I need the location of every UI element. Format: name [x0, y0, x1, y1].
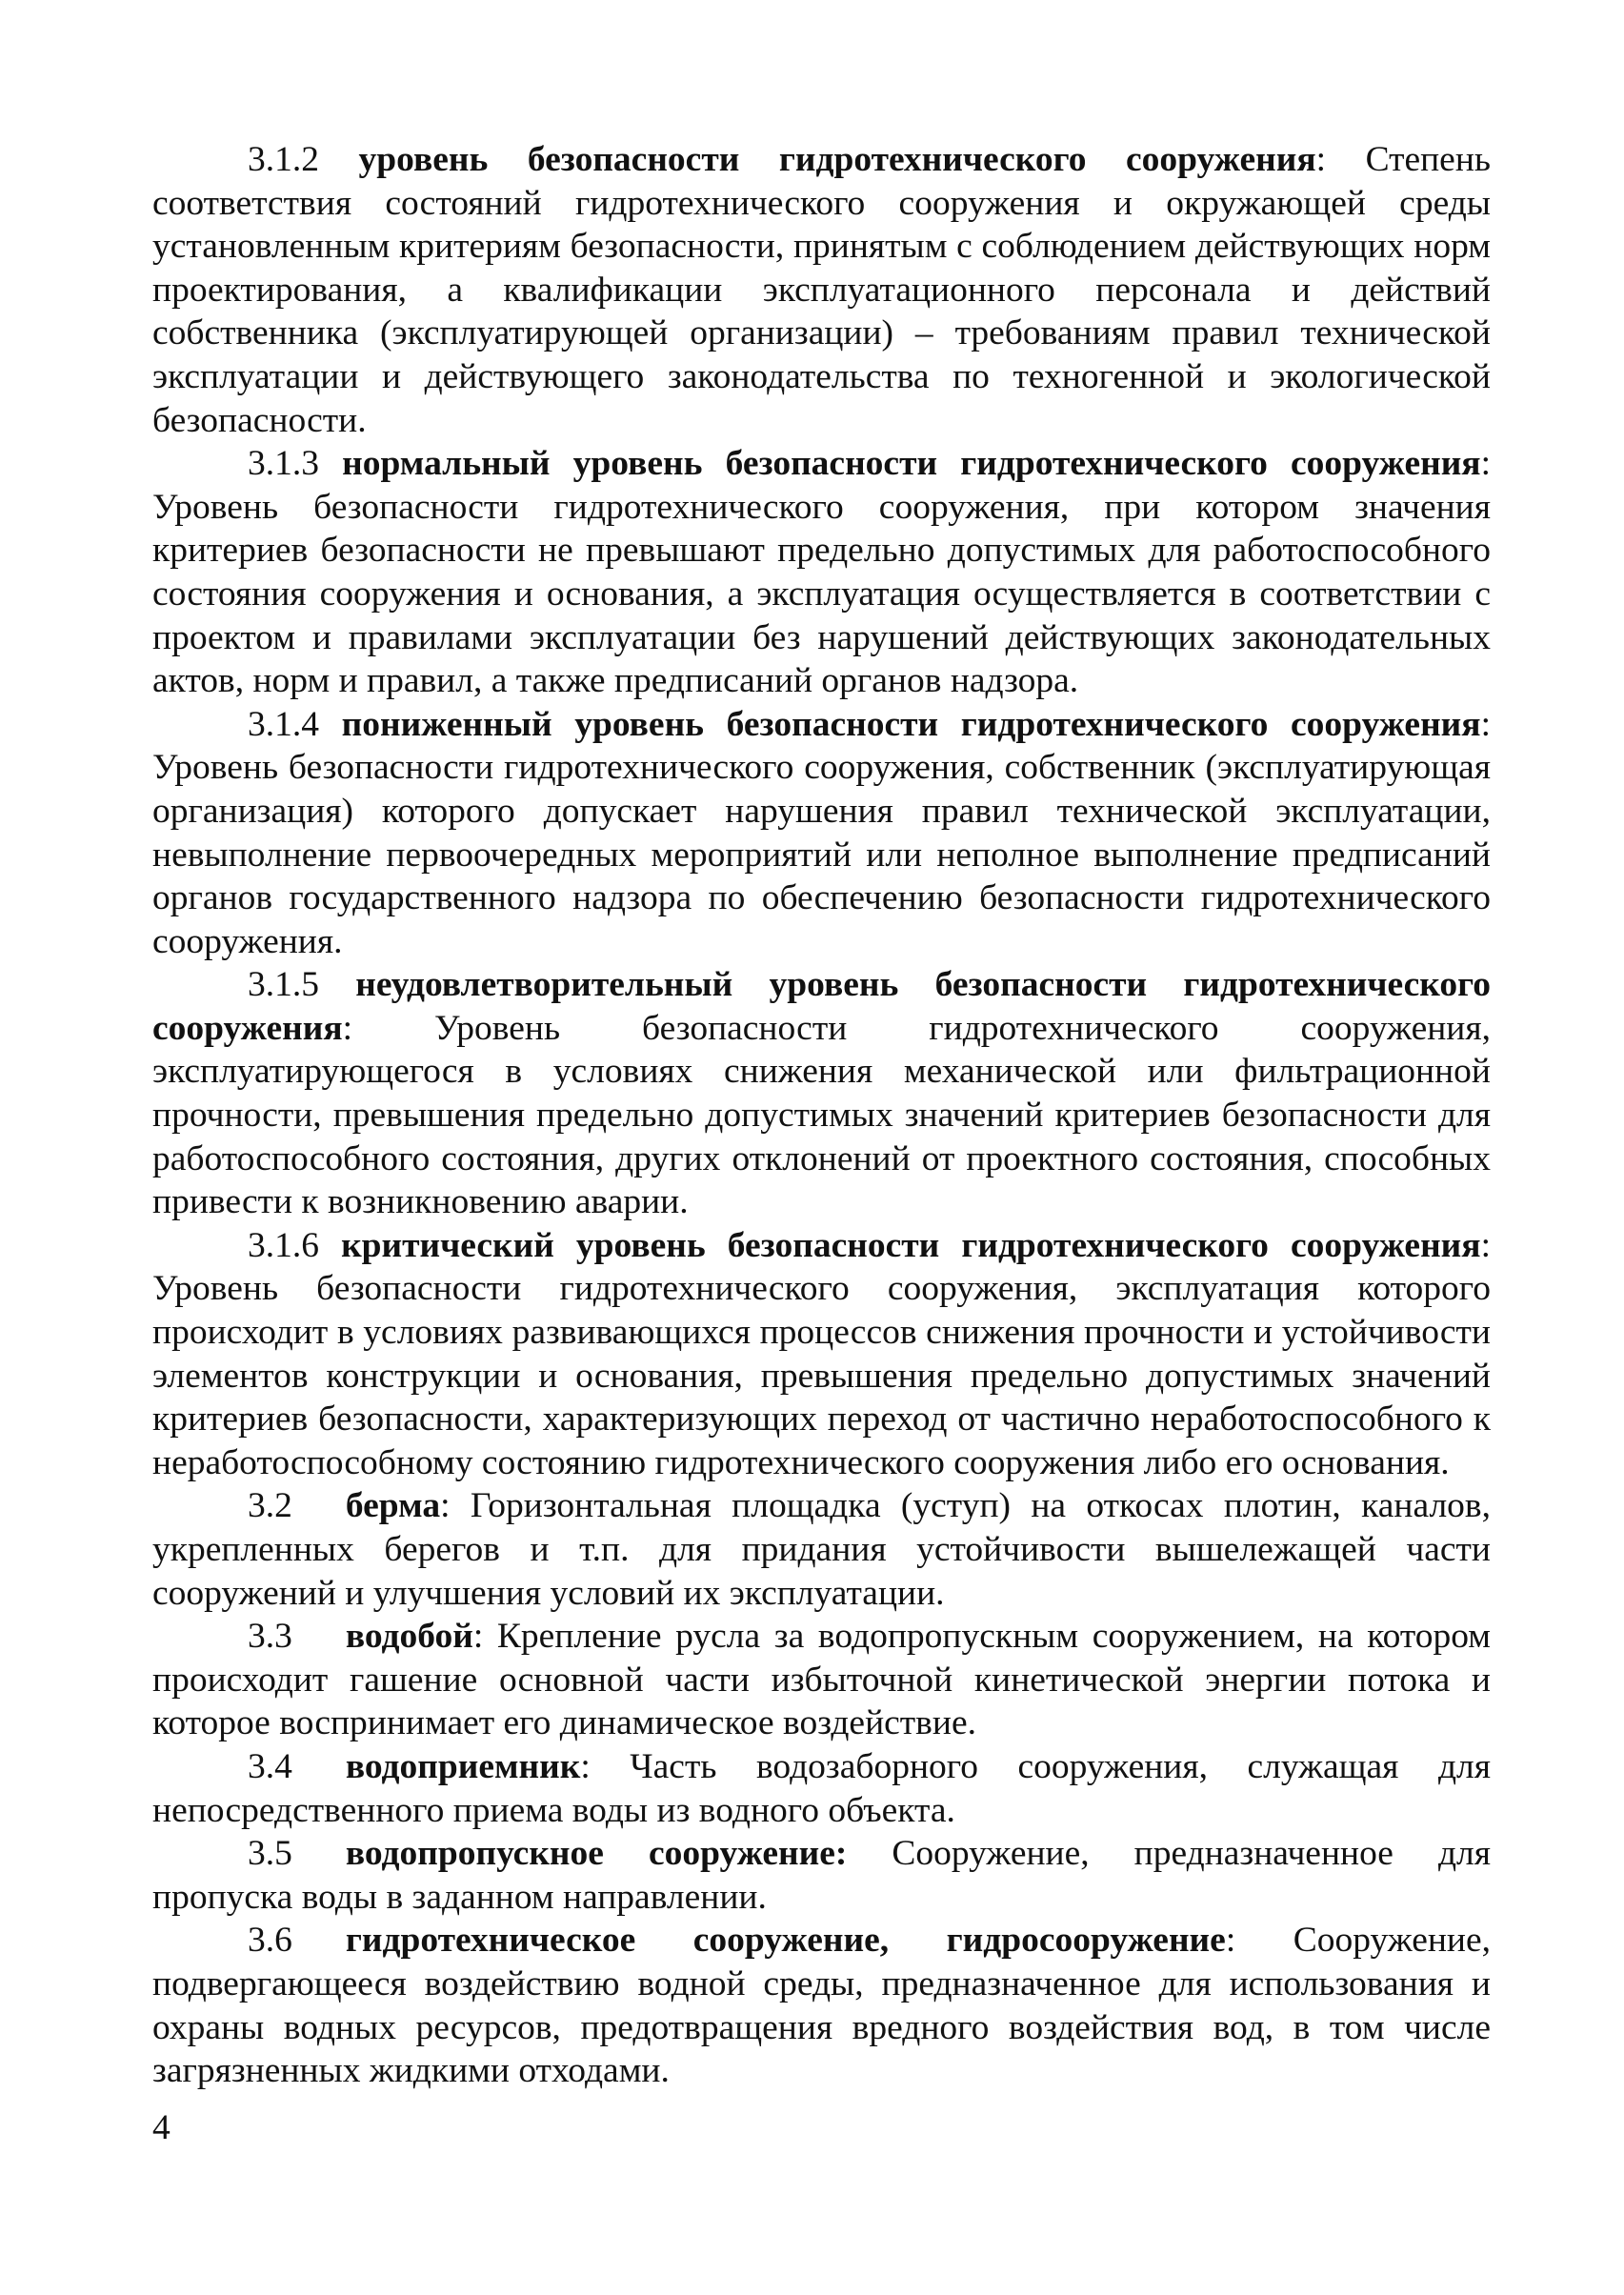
definition-paragraph: [152, 1745, 1491, 1832]
defined-term: пониженный уровень безопасности гидротехнического сооружения: [341, 704, 1481, 744]
defined-term: нормальный уровень безопасности гидротехнического сооружения: [342, 444, 1481, 484]
page-number: 4: [152, 2108, 170, 2147]
definition-text: Уровень безопасности гидротехнического сооружения, собственник (эксплуатирующая организация) которого допускает нарушения правил технической эксплуатации, невыполнение первоочередных мероприятий или неполное выполнение предписаний органов государственного надзора по обеспечению безопасности гидротехнического сооружения.: [152, 748, 1491, 961]
definition-paragraph: [152, 1832, 1491, 1919]
definition-text: Уровень безопасности гидротехнического сооружения, при котором значения критериев безопасности не превышают предельно допустимых для работоспособного состояния сооружения и основания, а эксплуатация осуществляется в соответствии с проектом и правилами эксплуатации без нарушений действующих законодательных актов, норм и правил, а также предписаний органов надзора.: [152, 487, 1491, 701]
clause-number: 3.1.6: [248, 1225, 319, 1265]
definition-text: Сооружение, подвергающееся воздействию водной среды, предназначенное для использования и охраны водных ресурсов, предотвращения вредного воздействия вод, в том числе загрязненных жидкими отходами.: [152, 1921, 1491, 2091]
clause-number: 3.6: [248, 1921, 292, 1961]
defined-term: уровень безопасности гидротехнического сооружения: [358, 140, 1316, 179]
clause-number: 3.5: [248, 1834, 292, 1874]
definition-text: Сооружение, предназначенное для пропуска воды в заданном направлении.: [152, 1834, 1491, 1917]
document-body: [152, 138, 1491, 2093]
definition-text: Крепление русла за водопропускным сооружением, на котором происходит гашение основной части избыточной кинетической энергии потока и которое воспринимает его динамическое воздействие.: [152, 1617, 1491, 1743]
term-separator: :: [440, 1486, 451, 1526]
clause-number: 3.2: [248, 1486, 292, 1526]
defined-term: гидротехническое сооружение, гидросооружение: [345, 1921, 1226, 1961]
clause-number: 3.4: [248, 1746, 292, 1786]
term-separator: :: [1225, 1921, 1236, 1961]
clause-number: 3.3: [248, 1617, 292, 1657]
term-separator: :: [472, 1617, 484, 1657]
clause-number: 3.1.5: [248, 965, 319, 1005]
definition-paragraph: [152, 442, 1491, 703]
defined-term: неудовлетворительный уровень безопасности гидротехнического сооружения: [152, 965, 1491, 1048]
definition-text: Уровень безопасности гидротехнического сооружения, эксплуатирующегося в условиях снижения механической или фильтрационной прочности, превышения предельно допустимых значений критериев безопасности для работоспособного состояния, других отклонений от проектного состояния, способных привести к возникновению аварии.: [152, 1008, 1491, 1222]
definition-paragraph: [152, 963, 1491, 1224]
clause-number: 3.1.2: [248, 140, 319, 179]
definition-paragraph: [152, 1224, 1491, 1485]
definition-text: Степень соответствия состояний гидротехнического сооружения и окружающей среды установленным критериям безопасности, принятым с соблюдением действующих норм проектирования, а квалификации эксплуатационного персонала и действий собственника (эксплуатирующей организации) – требованиям правил технической эксплуатации и действующего законодательства по техногенной и экологической безопасности.: [152, 140, 1491, 440]
term-separator: :: [1480, 704, 1491, 744]
term-separator: :: [580, 1746, 591, 1786]
defined-term: критический уровень безопасности гидротехнического сооружения: [341, 1225, 1481, 1265]
clause-number: 3.1.3: [248, 444, 319, 484]
clause-number: 3.1.4: [248, 704, 319, 744]
defined-term: берма: [345, 1486, 441, 1526]
definition-text: Уровень безопасности гидротехнического сооружения, эксплуатация которого происходит в условиях развивающихся процессов снижения прочности и устойчивости элементов конструкции и основания, превышения предельно допустимых значений критериев безопасности, характеризующих переход от частично неработоспособного к неработоспособному состоянию гидротехнического сооружения либо его основания.: [152, 1269, 1491, 1482]
definition-paragraph: [152, 703, 1491, 964]
definition-paragraph: [152, 1919, 1491, 2092]
defined-term: водобой: [345, 1617, 473, 1657]
definition-text: Горизонтальная площадка (уступ) на откосах плотин, каналов, укрепленных берегов и т.п. для придания устойчивости вышележащей части сооружений и улучшения условий их эксплуатации.: [152, 1486, 1491, 1613]
defined-term: водопропускное сооружение:: [345, 1834, 848, 1874]
term-separator: :: [1480, 444, 1492, 484]
definition-paragraph: [152, 138, 1491, 442]
term-separator: :: [342, 1008, 353, 1048]
term-separator: :: [1315, 140, 1327, 179]
defined-term: водоприемник: [345, 1746, 581, 1786]
definition-paragraph: [152, 1615, 1491, 1745]
term-separator: :: [1480, 1225, 1492, 1265]
definition-text: Часть водозаборного сооружения, служащая для непосредственного приема воды из водного объекта.: [152, 1746, 1491, 1830]
definition-paragraph: [152, 1484, 1491, 1615]
